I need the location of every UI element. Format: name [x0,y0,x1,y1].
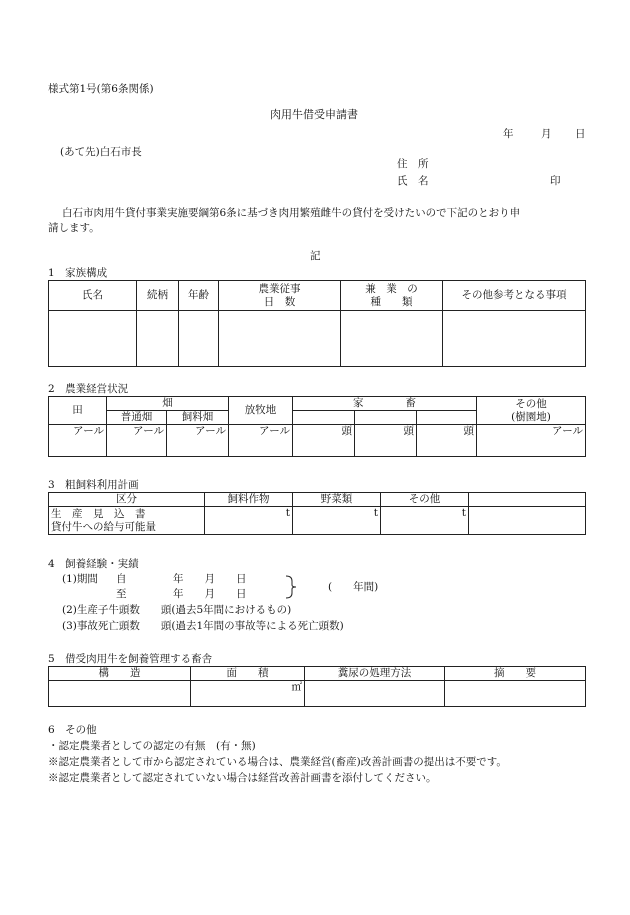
header-blank [469,493,586,507]
header-farm-days: 農業従事 日 数 [219,281,341,311]
header-feed-crops: 飼料作物 [205,493,293,507]
unit-ton[interactable]: t [205,507,293,535]
section1-heading: 1 家族構成 [48,267,108,279]
addressee: (あて先)白石市長 [60,146,142,158]
cell-remarks[interactable] [445,681,586,707]
document-title: 肉用牛借受申請書 [270,108,358,121]
period-from: 自 [116,573,127,585]
header-pasture: 放牧地 [229,397,293,425]
brace-icon [286,575,296,599]
header-feed-field: 飼料畑 [167,411,229,425]
livestock-type-3[interactable] [417,411,477,425]
header-vegetables: 野菜類 [293,493,381,507]
unit-head[interactable]: 頭 [293,425,355,457]
unit-square-meter[interactable]: ㎡ [191,681,305,707]
period-years: ( 年間) [328,581,379,593]
header-area: 面 積 [191,667,305,681]
cell-manure[interactable] [305,681,445,707]
applicant-name-label: 氏 名 [397,175,429,187]
seal-mark: 印 [550,175,561,187]
unit-are[interactable]: アール [477,425,586,457]
ki-heading: 記 [310,250,321,262]
unit-ton[interactable]: t [381,507,469,535]
header-remarks: 摘 要 [445,667,586,681]
certified-farmer-line: ・認定農業者としての認定の有無 (有・無) [48,740,256,752]
cell-side-job[interactable] [341,311,443,367]
applicant-address-label: 住 所 [397,158,429,170]
section6-heading: 6 その他 [48,724,97,736]
row-label: 生 産 見 込 書 貸付牛への給与可能量 [49,507,205,535]
unit-are[interactable]: アール [167,425,229,457]
header-age: 年齢 [179,281,219,311]
cell-relation[interactable] [137,311,179,367]
header-regular-field: 普通畑 [107,411,167,425]
form-number: 様式第1号(第6条関係) [48,83,154,95]
note-not-certified: ※認定農業者として認定されていない場合は経営改善計画書を添付してください。 [48,772,437,784]
intro-text-line1: 白石市肉用牛貸付事業実施要綱第6条に基づき肉用繁殖雌牛の貸付を受けたいので下記のとおり申 [62,207,521,219]
header-structure: 構 造 [49,667,191,681]
cell-farm-days[interactable] [219,311,341,367]
section2-heading: 2 農業経営状況 [48,383,129,395]
deaths-count-line: (3)事故死亡頭数 頭(過去1年間の事故等による死亡頭数) [62,620,344,632]
unit-head[interactable]: 頭 [355,425,417,457]
livestock-type-1[interactable] [293,411,355,425]
barn-table [48,666,586,707]
period-to-date: 年 月 日 [173,588,247,600]
calves-count-line: (2)生産子牛頭数 頭(過去5年間におけるもの) [62,604,292,616]
header-livestock: 家 畜 [293,397,477,411]
section4-heading: 4 飼養経験・実績 [48,558,139,570]
header-name: 氏名 [49,281,137,311]
header-upland-field: 畑 [107,397,229,411]
cell-other-notes[interactable] [443,311,586,367]
family-table [48,280,586,367]
header-others: その他 [381,493,469,507]
section5-heading: 5 借受肉用牛を飼養管理する畜舎 [48,653,213,665]
date-month: 月 [541,128,552,140]
cell-blank[interactable] [469,507,586,535]
period-from-date: 年 月 日 [173,573,247,585]
period-to: 至 [116,588,127,600]
header-other: その他 (樹園地) [477,397,586,425]
cell-structure[interactable] [49,681,191,707]
farm-status-table [48,396,586,457]
cell-age[interactable] [179,311,219,367]
roughage-table [48,492,586,535]
header-rice-field: 田 [49,397,107,425]
unit-ton[interactable]: t [293,507,381,535]
header-side-job: 兼 業 の 種 類 [341,281,443,311]
header-other-notes: その他参考となる事項 [443,281,586,311]
unit-head[interactable]: 頭 [417,425,477,457]
unit-are[interactable]: アール [49,425,107,457]
unit-are[interactable]: アール [229,425,293,457]
header-relation: 続柄 [137,281,179,311]
period-label: (1)期間 [62,573,98,585]
intro-text-line2: 請します。 [48,222,100,234]
date-day: 日 [575,128,586,140]
livestock-type-2[interactable] [355,411,417,425]
cell-name[interactable] [49,311,137,367]
date-year: 年 [503,128,514,140]
unit-are[interactable]: アール [107,425,167,457]
header-category: 区分 [49,493,205,507]
note-certified: ※認定農業者として市から認定されている場合は、農業経営(畜産)改善計画書の提出は不要です。 [48,756,507,768]
header-manure: 糞尿の処理方法 [305,667,445,681]
section3-heading: 3 粗飼料利用計画 [48,479,139,491]
